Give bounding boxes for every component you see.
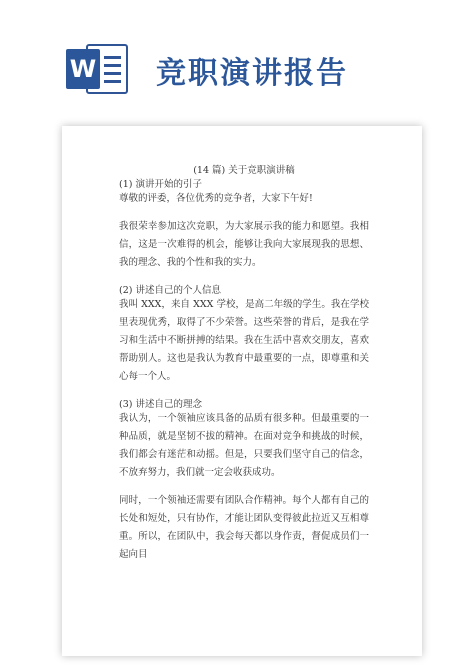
personal-info-paragraph: 我叫 XXX，来自 XXX 学校，是高二年级的学生。我在学校里表现优秀，取得了不少荣誉。这些荣誉的背后，是我在学习和生活中不断拼搏的结果。我在生活中喜欢交朋友，喜欢帮助别人。这也是我认为教育中最重要的一点，即尊重和关心每一个人。 bbox=[119, 299, 369, 382]
document-title: (14 篇) 关于竞职演讲稿 bbox=[193, 165, 295, 176]
header bbox=[0, 0, 474, 110]
section-heading-1: (1) 演讲开始的引子 bbox=[119, 179, 202, 190]
section-heading-3: (3) 讲述自己的理念 bbox=[119, 399, 202, 410]
word-logo-tile: W bbox=[66, 49, 100, 89]
intro-paragraph: 我很荣幸参加这次竞职，为大家展示我的能力和愿望。我相信，这是一次难得的机会，能够让我向大家展现我的思想、我的理念、我的个性和我的实力。 bbox=[119, 221, 369, 268]
teamwork-paragraph: 同时，一个领袖还需要有团队合作精神。每个人都有自己的长处和短处，只有协作，才能让团队变得彼此拉近又互相尊重。所以，在团队中，我会每天都以身作责，督促成员们一起向目 bbox=[119, 495, 369, 560]
section-heading-2: (2) 讲述自己的个人信息 bbox=[119, 285, 221, 296]
document-page bbox=[62, 126, 422, 656]
greeting-paragraph: 尊敬的评委，各位优秀的竞争者，大家下午好! bbox=[119, 193, 313, 204]
page-title: 竞职演讲报告 bbox=[156, 56, 348, 91]
word-app-icon bbox=[66, 40, 130, 98]
philosophy-paragraph: 我认为，一个领袖应该具备的品质有很多种。但最重要的一种品质，就是坚韧不拔的精神。在面对竞争和挑战的时候，我们都会有迷茫和动摇。但是，只要我们坚守自己的信念，不放弃努力，我们就一定会收获成功。 bbox=[119, 413, 369, 478]
document-body bbox=[119, 162, 369, 574]
